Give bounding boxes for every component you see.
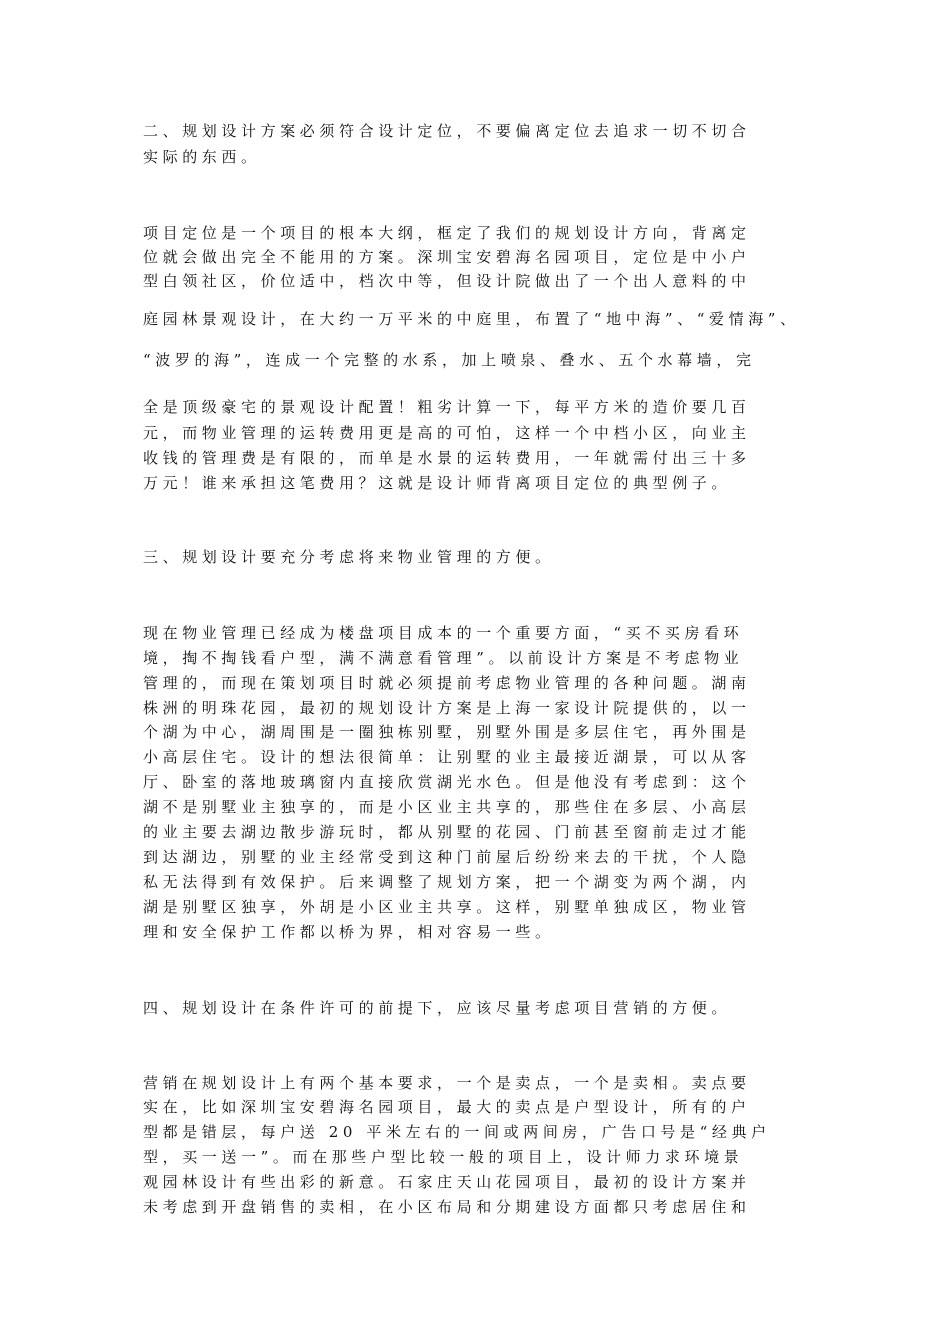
section-2-body-line-5: “波罗的海”，连成一个完整的水系，加上喷泉、叠水、五个水幕墙，完 [143, 351, 756, 369]
section-3-body-line-10: 到达湖边，别墅的业主经常受到这种门前屋后纷纷来去的干扰，个人隐 [143, 848, 751, 866]
section-3-body-line-9: 的业主要去湖边散步游玩时，都从别墅的花园、门前甚至窗前走过才能 [143, 823, 751, 841]
section-4-body-line-5: 观园林设计有些出彩的新意。石家庄天山花园项目，最初的设计方案并 [143, 1173, 751, 1191]
section-4-body-line-6: 未考虑到开盘销售的卖相，在小区布局和分期建设方面都只考虑居住和 [143, 1198, 751, 1216]
section-4-heading-line-1: 四、规划设计在条件许可的前提下，应该尽量考虑项目营销的方便。 [143, 999, 732, 1017]
section-3-body-line-8: 湖不是别墅业主独享的，而是小区业主共享的，那些住在多层、小高层 [143, 798, 751, 816]
section-3-body-line-11: 私无法得到有效保护。后来调整了规划方案，把一个湖变为两个湖，内 [143, 873, 751, 891]
section-2-body-line-9: 万元！谁来承担这笔费用？这就是设计师背离项目定位的典型例子。 [143, 474, 732, 492]
section-4-body-line-2: 实在，比如深圳宝安碧海名园项目，最大的卖点是户型设计，所有的户 [143, 1098, 751, 1116]
section-2-body-line-4: 庭园林景观设计，在大约一万平米的中庭里，布置了“地中海”、“爱情海”、 [143, 310, 800, 328]
section-3-body-line-5: 个湖为中心，湖周围是一圈独栋别墅，别墅外围是多层住宅，再外围是 [143, 723, 751, 741]
section-2-body-line-6: 全是顶级豪宅的景观设计配置！粗劣计算一下，每平方米的造价要几百 [143, 398, 751, 416]
section-2-body-line-3: 型白领社区，价位适中，档次中等，但设计院做出了一个出人意料的中 [143, 272, 751, 290]
section-3-body-line-3: 管理的，而现在策划项目时就必须提前考虑物业管理的各种问题。湖南 [143, 674, 751, 692]
section-2-body-line-7: 元，而物业管理的运转费用更是高的可怕，这样一个中档小区，向业主 [143, 424, 751, 442]
section-2-body-line-1: 项目定位是一个项目的根本大纲，框定了我们的规划设计方向，背离定 [143, 224, 751, 242]
section-4-body-line-4: 型，买一送一”。而在那些户型比较一般的项目上，设计师力求环境景 [143, 1148, 744, 1166]
section-2-heading-line-2: 实际的东西。 [143, 148, 261, 166]
section-3-body-line-13: 理和安全保护工作都以桥为界，相对容易一些。 [143, 923, 555, 941]
section-3-heading-line-1: 三、规划设计要充分考虑将来物业管理的方便。 [143, 548, 555, 566]
section-4-body-line-3: 型都是错层，每户送 20 平米左右的一间或两间房，广告口号是“经典户 [143, 1123, 771, 1141]
section-3-body-line-1: 现在物业管理已经成为楼盘项目成本的一个重要方面，“买不买房看环 [143, 624, 744, 642]
section-3-body-line-4: 株洲的明珠花园，最初的规划设计方案是上海一家设计院提供的，以一 [143, 699, 751, 717]
section-3-body-line-12: 湖是别墅区独享，外胡是小区业主共享。这样，别墅单独成区，物业管 [143, 898, 751, 916]
section-3-body-line-6: 小高层住宅。设计的想法很简单：让别墅的业主最接近湖景，可以从客 [143, 748, 751, 766]
section-3-body-line-7: 厅、卧室的落地玻璃窗内直接欣赏湖光水色。但是他没有考虑到：这个 [143, 773, 751, 791]
section-3-body-line-2: 境，掏不掏钱看户型，满不满意看管理”。以前设计方案是不考虑物业 [143, 649, 744, 667]
section-2-body-line-8: 收钱的管理费是有限的，而单是水景的运转费用，一年就需付出三十多 [143, 449, 751, 467]
section-2-heading-line-1: 二、规划设计方案必须符合设计定位，不要偏离定位去追求一切不切合 [143, 122, 751, 140]
section-2-body-line-2: 位就会做出完全不能用的方案。深圳宝安碧海名园项目，定位是中小户 [143, 248, 751, 266]
section-4-body-line-1: 营销在规划设计上有两个基本要求，一个是卖点，一个是卖相。卖点要 [143, 1074, 751, 1092]
